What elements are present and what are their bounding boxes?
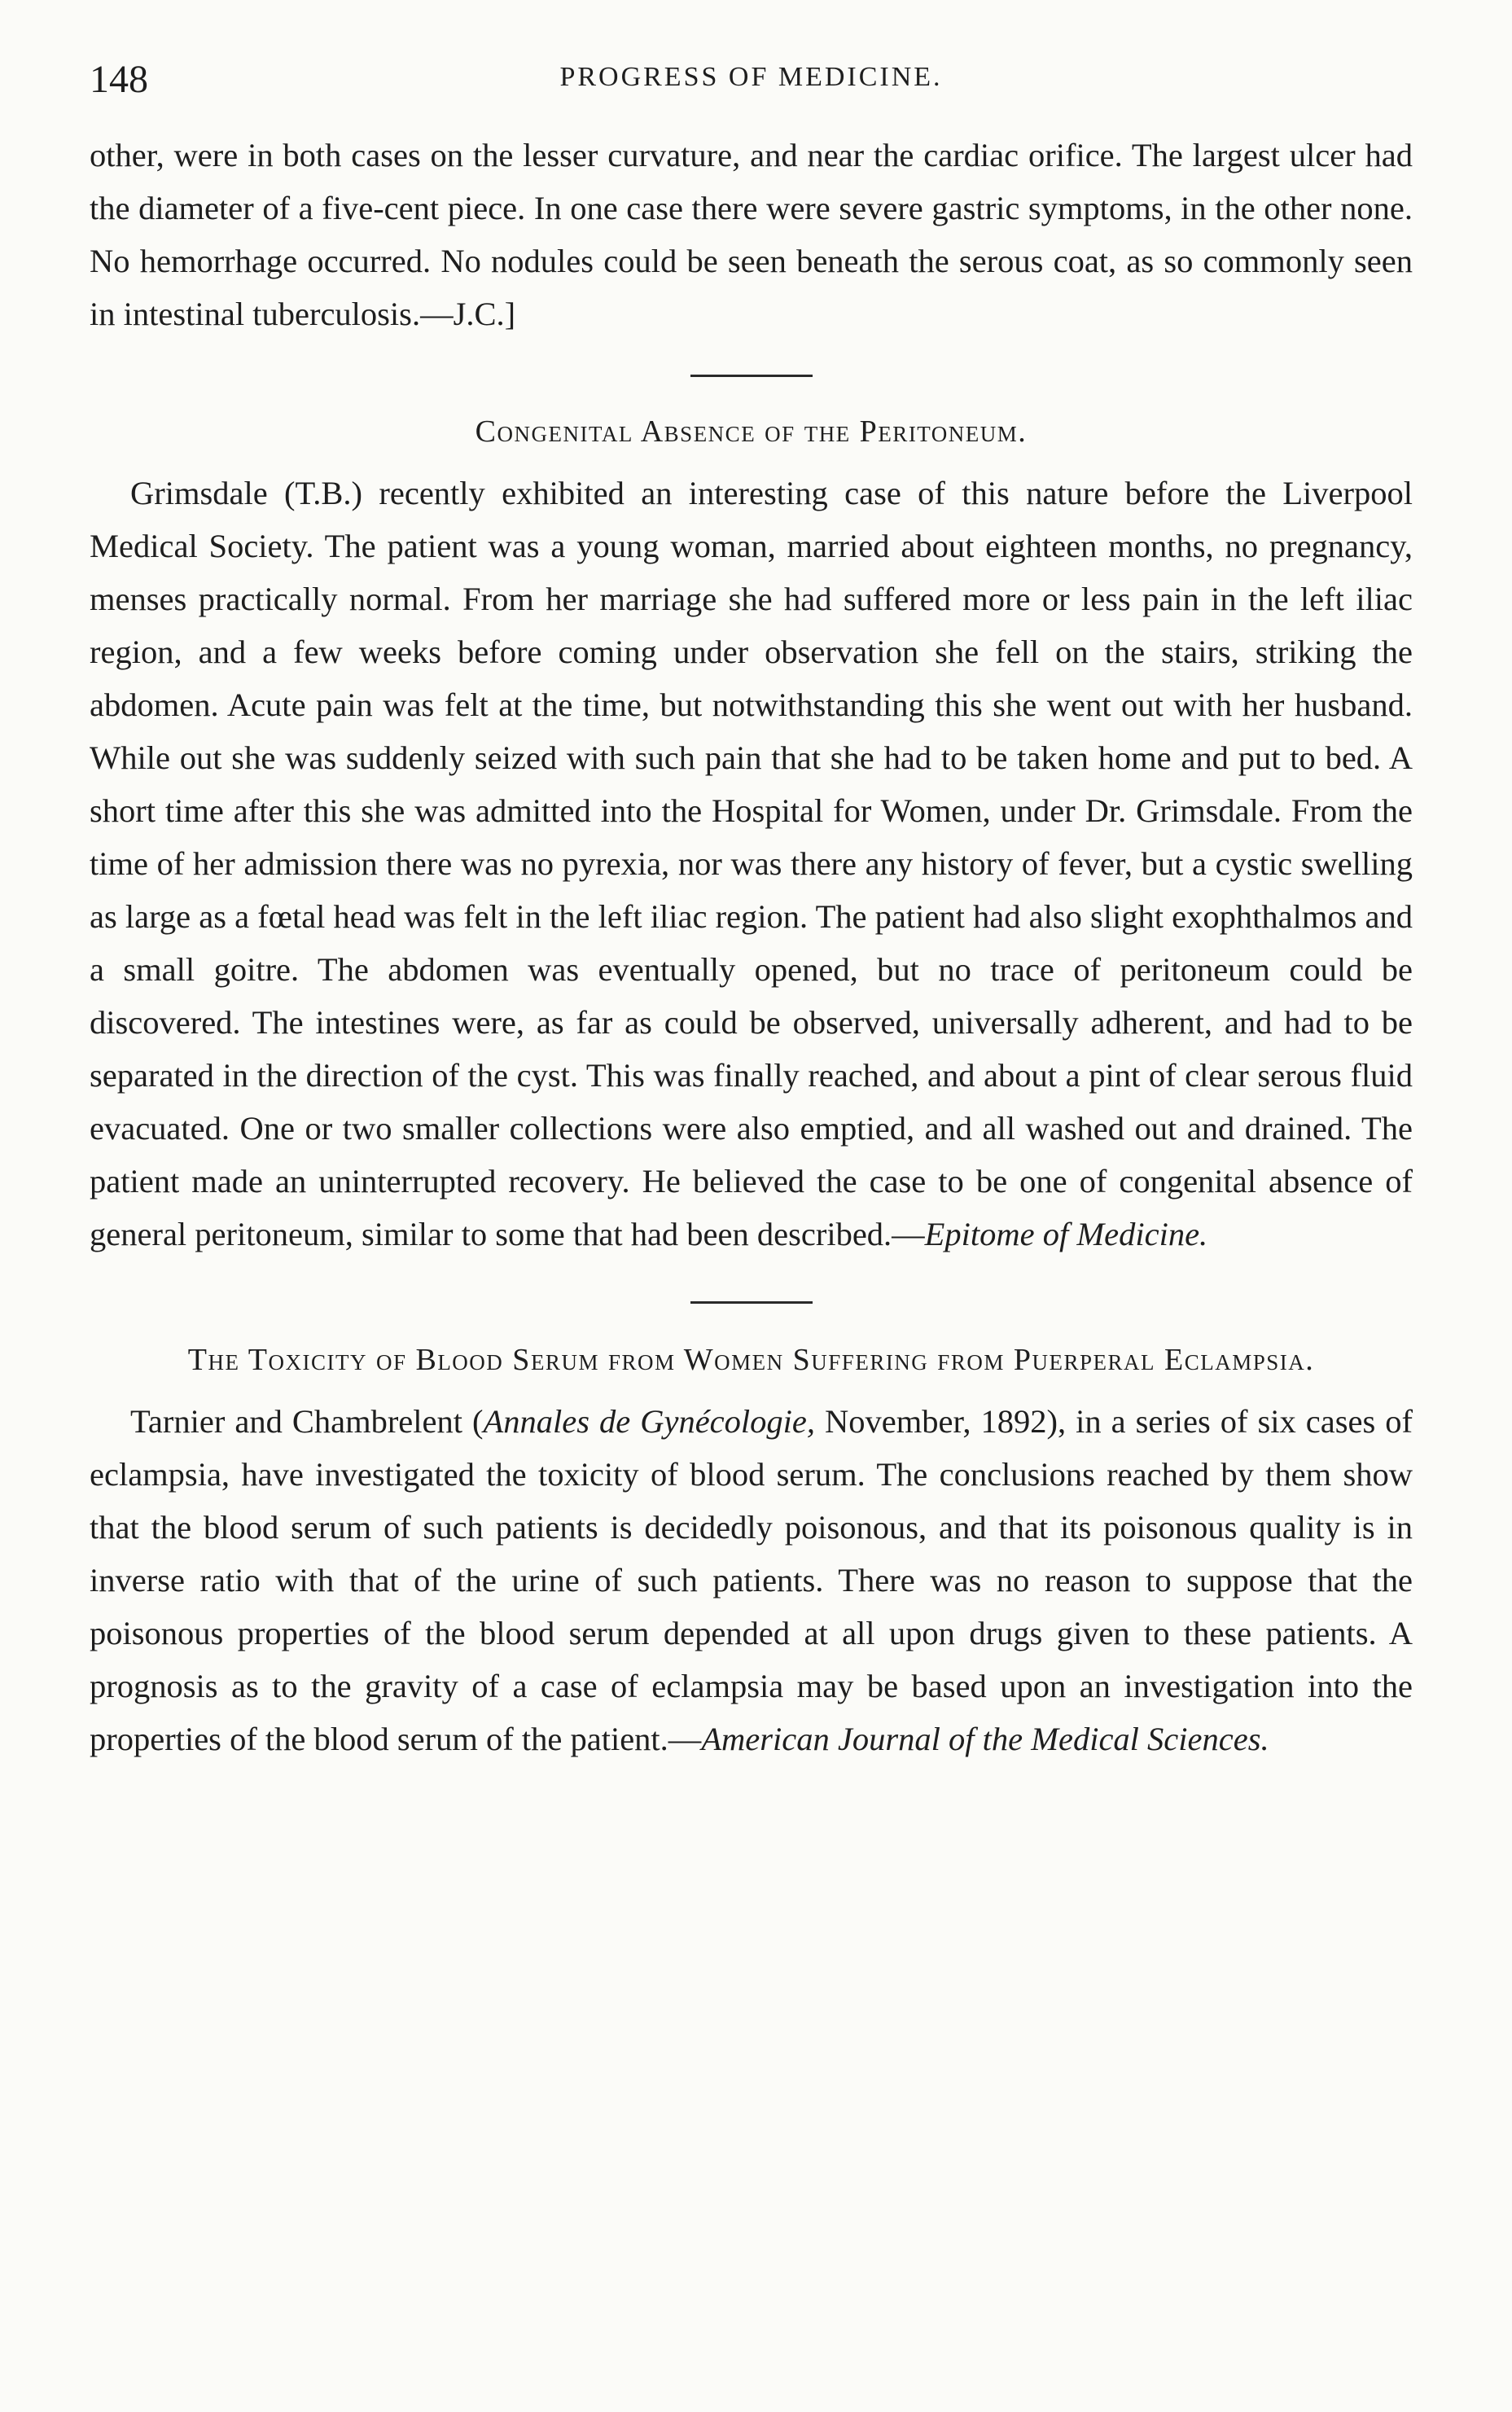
section-divider [690,1301,813,1304]
section-body-eclampsia [90,1395,1413,1765]
running-title: PROGRESS OF MEDICINE. [559,62,943,92]
running-head [90,57,1413,114]
section-title-eclampsia: The Toxicity of Blood Serum from Women Suffering from Puerperal Eclampsia. [187,1343,1315,1377]
section-body-peritoneum [90,467,1413,1261]
continued-paragraph: other, were in both cases on the lesser curvature, and near the cardiac orifice. The largest ulcer had the diameter of a five-cent piece. In one case there were severe gastric symptoms, in the other none. No hemorrhage occurred. No nodules could be seen beneath the serous coat, as so commonly seen in intestinal tuberculosis.—J.C.] [90,137,1413,332]
book-page [90,57,1413,1765]
section-text-eclampsia: November, 1892), in a series of six cases of eclampsia, have investigated the toxicity of blood serum. The conclusions reached by them show that the blood serum of such patients is decidedly poisonous, and that its poisonous quality is in inverse ratio with that of the urine of such patients. There was no reason to suppose that the poisonous properties of the blood serum depended at all upon drugs given to these patients. A prognosis as to the gravity of a case of eclampsia may be based upon an investigation into the properties of the blood serum of the patient.— [90,1403,1413,1757]
section-title-peritoneum: Congenital Absence of the Peritoneum. [475,414,1028,449]
source-citation: Epitome of Medicine. [924,1216,1208,1252]
section-text-intro: Tarnier and Chambrelent ( [130,1403,484,1440]
section-text-peritoneum: Grimsdale (T.B.) recently exhibited an interesting case of this nature before the Liverpool Medical Society. The patient was a young woman, married about eighteen months, no pregnancy, menses practically normal. From her marriage she had suffered more or less pain in the left iliac region, and a few weeks before coming under observation she fell on the stairs, striking the abdomen. Acute pain was felt at the time, but notwithstanding this she went out with her husband. While out she was suddenly seized with such pain that she had to be taken home and put to bed. A short time after this she was admitted into the Hospital for Women, under Dr. Grimsdale. From the time of her admission there was no pyrexia, nor was there any history of fever, but a cystic swelling as large as a fœtal head was felt in the left iliac region. The patient had also slight exophthalmos and a small goitre. The abdomen was eventually opened, but no trace of peritoneum could be discovered. The intestines were, as far as could be observed, universally adherent, and had to be separated in the direction of the cyst. This was finally reached, and about a pint of clear serous fluid evacuated. One or two smaller collections were also emptied, and all washed out and drained. The patient made an uninterrupted recovery. He believed the case to be one of congenital absence of general peritoneum, similar to some that had been described.— [90,475,1413,1252]
journal-citation: Annales de Gynécologie, [483,1403,816,1440]
page-number: 148 [90,58,148,101]
section-divider [690,375,813,377]
source-citation: American Journal of the Medical Sciences. [701,1721,1269,1757]
